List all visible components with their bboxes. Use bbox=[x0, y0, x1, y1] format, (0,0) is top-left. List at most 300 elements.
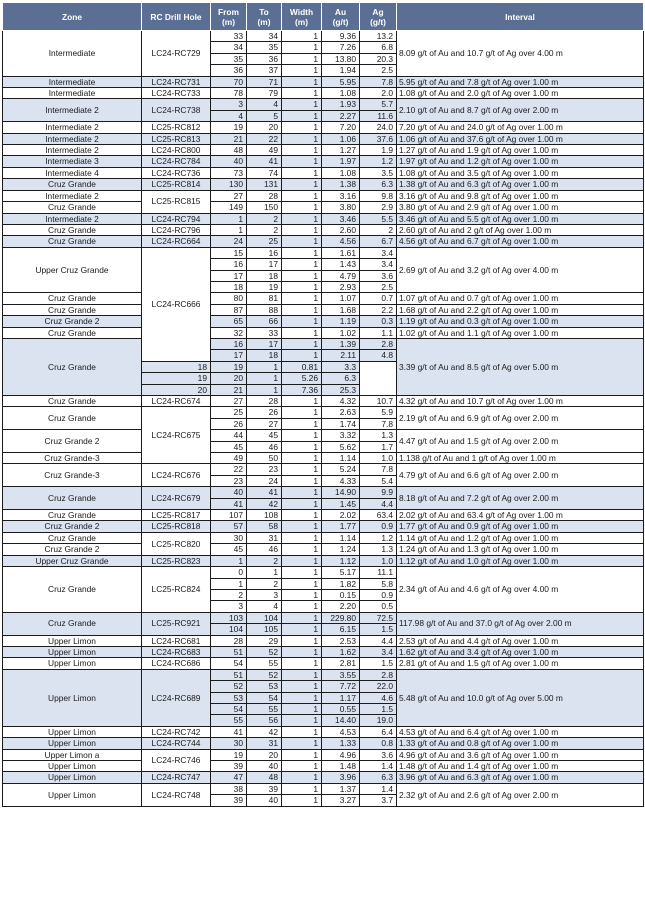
from-cell: 33 bbox=[211, 31, 247, 42]
zone-cell: Upper Limon bbox=[3, 738, 142, 749]
width-cell: 1 bbox=[247, 361, 282, 372]
width-cell: 1 bbox=[282, 65, 322, 76]
from-cell: 30 bbox=[211, 738, 247, 749]
zone-cell: Intermediate bbox=[3, 31, 142, 77]
width-cell: 1 bbox=[282, 247, 322, 258]
interval-cell: 2.81 g/t of Au and 1.5 g/t of Ag over 1.00 m bbox=[397, 658, 644, 669]
au-cell: 0.55 bbox=[322, 703, 360, 714]
zone-cell: Cruz Grande bbox=[3, 396, 142, 407]
ag-cell: 0.7 bbox=[360, 293, 397, 304]
to-cell: 2 bbox=[247, 555, 282, 566]
au-cell: 0.81 bbox=[282, 361, 322, 372]
ag-cell: 2.5 bbox=[360, 65, 397, 76]
interval-cell: 4.79 g/t of Au and 6.6 g/t of Ag over 2.00 m bbox=[397, 464, 644, 487]
from-cell: 34 bbox=[211, 42, 247, 53]
to-cell: 39 bbox=[247, 783, 282, 794]
to-cell: 40 bbox=[247, 761, 282, 772]
au-cell: 7.20 bbox=[322, 122, 360, 133]
to-cell: 54 bbox=[247, 692, 282, 703]
table-row bbox=[3, 327, 644, 338]
width-header-label: Width (m) bbox=[289, 6, 314, 27]
zone-cell: Intermediate 2 bbox=[3, 122, 142, 133]
ag-cell: 1.7 bbox=[360, 441, 397, 452]
from-cell: 47 bbox=[211, 772, 247, 783]
drill-hole-cell: LC25-RC921 bbox=[142, 612, 211, 635]
au-cell: 4.32 bbox=[322, 396, 360, 407]
hole-header: RC Drill Hole bbox=[142, 3, 211, 31]
to-cell: 26 bbox=[247, 407, 282, 418]
from-cell: 26 bbox=[211, 418, 247, 429]
zone-cell: Cruz Grande bbox=[3, 338, 142, 395]
ag-cell: 1.1 bbox=[360, 327, 397, 338]
from-cell: 25 bbox=[211, 407, 247, 418]
from-cell: 32 bbox=[211, 327, 247, 338]
au-cell: 1.19 bbox=[322, 316, 360, 327]
au-cell: 3.46 bbox=[322, 213, 360, 224]
to-cell: 55 bbox=[247, 703, 282, 714]
to-cell: 29 bbox=[247, 635, 282, 646]
width-cell: 1 bbox=[282, 202, 322, 213]
to-cell: 105 bbox=[247, 624, 282, 635]
drill-hole-cell: LC24-RC794 bbox=[142, 213, 211, 224]
au-cell: 9.36 bbox=[322, 31, 360, 42]
drill-hole-cell: LC24-RC683 bbox=[142, 646, 211, 657]
ag-cell: 2.2 bbox=[360, 304, 397, 315]
drill-hole-cell: LC24-RC686 bbox=[142, 658, 211, 669]
ag-cell: 63.4 bbox=[360, 510, 397, 521]
au-cell: 1.93 bbox=[322, 99, 360, 110]
table-row bbox=[3, 772, 644, 783]
interval-cell: 1.62 g/t of Au and 3.4 g/t of Ag over 1.00 m bbox=[397, 646, 644, 657]
width-cell: 1 bbox=[282, 635, 322, 646]
au-cell: 4.53 bbox=[322, 726, 360, 737]
ag-cell: 0.8 bbox=[360, 738, 397, 749]
au-cell: 5.95 bbox=[322, 76, 360, 87]
interval-cell: 1.77 g/t of Au and 0.9 g/t of Ag over 1.00 m bbox=[397, 521, 644, 532]
width-cell: 1 bbox=[282, 692, 322, 703]
to-cell: 41 bbox=[247, 156, 282, 167]
drill-hole-cell: LC24-RC733 bbox=[142, 88, 211, 99]
table-row bbox=[3, 304, 644, 315]
drill-hole-cell: LC24-RC747 bbox=[142, 772, 211, 783]
width-cell: 1 bbox=[282, 316, 322, 327]
au-cell: 4.33 bbox=[322, 475, 360, 486]
au-cell: 4.56 bbox=[322, 236, 360, 247]
width-cell: 1 bbox=[282, 487, 322, 498]
au-cell: 7.72 bbox=[322, 681, 360, 692]
table-row bbox=[3, 464, 644, 475]
interval-cell: 1.27 g/t of Au and 1.9 g/t of Ag over 1.00 m bbox=[397, 145, 644, 156]
ag-cell: 11.6 bbox=[360, 110, 397, 121]
table-row bbox=[3, 247, 644, 258]
to-cell: 1 bbox=[247, 567, 282, 578]
width-cell: 1 bbox=[282, 145, 322, 156]
interval-cell: 4.56 g/t of Au and 6.7 g/t of Ag over 1.00 m bbox=[397, 236, 644, 247]
to-cell: 3 bbox=[247, 589, 282, 600]
zone-cell: Cruz Grande bbox=[3, 567, 142, 613]
from-cell: 57 bbox=[211, 521, 247, 532]
au-cell: 1.37 bbox=[322, 783, 360, 794]
au-cell: 1.61 bbox=[322, 247, 360, 258]
from-cell: 107 bbox=[211, 510, 247, 521]
ag-cell: 1.5 bbox=[360, 658, 397, 669]
from-cell: 1 bbox=[211, 555, 247, 566]
zone-cell: Intermediate bbox=[3, 76, 142, 87]
drill-hole-cell: LC24-RC796 bbox=[142, 224, 211, 235]
ag-cell: 2.8 bbox=[360, 338, 397, 349]
from-header bbox=[211, 3, 247, 31]
from-cell: 103 bbox=[211, 612, 247, 623]
ag-cell: 5.9 bbox=[360, 407, 397, 418]
zone-cell: Intermediate bbox=[3, 88, 142, 99]
au-cell: 14.40 bbox=[322, 715, 360, 726]
drill-hole-cell: LC24-RC674 bbox=[142, 396, 211, 407]
drill-hole-cell: LC24-RC681 bbox=[142, 635, 211, 646]
from-cell: 65 bbox=[211, 316, 247, 327]
interval-cell: 5.48 g/t of Au and 10.0 g/t of Ag over 5.00 m bbox=[397, 669, 644, 726]
au-cell: 229.80 bbox=[322, 612, 360, 623]
from-cell: 87 bbox=[211, 304, 247, 315]
interval-cell: 2.53 g/t of Au and 4.4 g/t of Ag over 1.00 m bbox=[397, 635, 644, 646]
to-cell: 19 bbox=[211, 361, 247, 372]
width-cell: 1 bbox=[282, 464, 322, 475]
table-row bbox=[3, 532, 644, 543]
width-cell: 1 bbox=[282, 715, 322, 726]
zone-cell: Intermediate 3 bbox=[3, 156, 142, 167]
au-cell: 2.53 bbox=[322, 635, 360, 646]
ag-cell: 3.6 bbox=[360, 270, 397, 281]
zone-cell: Upper Limon bbox=[3, 772, 142, 783]
zone-cell: Cruz Grande bbox=[3, 179, 142, 190]
table-row bbox=[3, 338, 644, 349]
table-row bbox=[3, 646, 644, 657]
to-cell: 74 bbox=[247, 167, 282, 178]
au-cell: 3.16 bbox=[322, 190, 360, 201]
au-cell: 3.96 bbox=[322, 772, 360, 783]
au-cell: 14.90 bbox=[322, 487, 360, 498]
ag-cell: 3.7 bbox=[360, 795, 397, 806]
zone-cell: Intermediate 4 bbox=[3, 167, 142, 178]
assay-results-table-container bbox=[2, 2, 643, 807]
width-cell: 1 bbox=[282, 624, 322, 635]
ag-cell: 37.6 bbox=[360, 133, 397, 144]
zone-header: Zone bbox=[3, 3, 142, 31]
au-cell: 1.27 bbox=[322, 145, 360, 156]
table-row bbox=[3, 156, 644, 167]
interval-cell: 3.39 g/t of Au and 8.5 g/t of Ag over 5.00 m bbox=[397, 338, 644, 395]
from-cell: 17 bbox=[211, 270, 247, 281]
zone-cell: Cruz Grande bbox=[3, 236, 142, 247]
from-cell: 130 bbox=[211, 179, 247, 190]
interval-cell: 1.19 g/t of Au and 0.3 g/t of Ag over 1.00 m bbox=[397, 316, 644, 327]
zone-cell: Cruz Grande bbox=[3, 224, 142, 235]
from-cell: 17 bbox=[211, 350, 247, 361]
from-cell: 27 bbox=[211, 190, 247, 201]
ag-cell: 72.5 bbox=[360, 612, 397, 623]
to-cell: 25 bbox=[247, 236, 282, 247]
from-cell: 78 bbox=[211, 88, 247, 99]
to-cell: 2 bbox=[247, 224, 282, 235]
to-cell: 40 bbox=[247, 795, 282, 806]
ag-cell: 10.7 bbox=[360, 396, 397, 407]
ag-cell: 3.6 bbox=[360, 749, 397, 760]
interval-cell: 3.16 g/t of Au and 9.8 g/t of Ag over 1.00 m bbox=[397, 190, 644, 201]
ag-cell: 7.8 bbox=[360, 76, 397, 87]
width-cell: 1 bbox=[282, 327, 322, 338]
ag-cell: 7.8 bbox=[360, 418, 397, 429]
drill-hole-cell: LC25-RC823 bbox=[142, 555, 211, 566]
from-cell: 27 bbox=[211, 396, 247, 407]
width-cell: 1 bbox=[282, 281, 322, 292]
from-cell: 51 bbox=[211, 669, 247, 680]
ag-cell: 1.3 bbox=[360, 544, 397, 555]
table-row bbox=[3, 190, 644, 201]
zone-cell: Cruz Grande-3 bbox=[3, 453, 142, 464]
width-cell: 1 bbox=[282, 179, 322, 190]
to-cell: 4 bbox=[247, 601, 282, 612]
to-cell: 131 bbox=[247, 179, 282, 190]
from-header-label: From (m) bbox=[218, 6, 239, 27]
from-cell: 44 bbox=[211, 430, 247, 441]
ag-cell: 6.8 bbox=[360, 42, 397, 53]
width-cell: 1 bbox=[282, 99, 322, 110]
au-cell: 1.77 bbox=[322, 521, 360, 532]
zone-cell: Intermediate 2 bbox=[3, 145, 142, 156]
interval-cell: 4.96 g/t of Au and 3.6 g/t of Ag over 1.00 m bbox=[397, 749, 644, 760]
interval-cell: 1.38 g/t of Au and 6.3 g/t of Ag over 1.00 m bbox=[397, 179, 644, 190]
to-cell: 18 bbox=[247, 350, 282, 361]
drill-hole-cell: LC25-RC824 bbox=[142, 567, 211, 613]
interval-cell: 8.09 g/t of Au and 10.7 g/t of Ag over 4.00 m bbox=[397, 31, 644, 77]
au-header-label: Au (g/t) bbox=[332, 6, 349, 27]
from-cell: 40 bbox=[211, 487, 247, 498]
table-row bbox=[3, 396, 644, 407]
au-cell: 1.17 bbox=[322, 692, 360, 703]
interval-header: Interval bbox=[397, 3, 644, 31]
to-cell: 66 bbox=[247, 316, 282, 327]
ag-cell: 20.3 bbox=[360, 53, 397, 64]
width-cell: 1 bbox=[282, 795, 322, 806]
ag-cell: 6.3 bbox=[360, 179, 397, 190]
from-cell: 15 bbox=[211, 247, 247, 258]
width-cell: 1 bbox=[282, 396, 322, 407]
table-row bbox=[3, 31, 644, 42]
from-cell: 36 bbox=[211, 65, 247, 76]
au-cell: 1.02 bbox=[322, 327, 360, 338]
to-cell: 79 bbox=[247, 88, 282, 99]
au-cell: 3.32 bbox=[322, 430, 360, 441]
width-cell: 1 bbox=[282, 589, 322, 600]
interval-cell: 4.47 g/t of Au and 1.5 g/t of Ag over 2.00 m bbox=[397, 430, 644, 453]
to-cell: 42 bbox=[247, 498, 282, 509]
au-cell: 2.27 bbox=[322, 110, 360, 121]
zone-cell: Intermediate 2 bbox=[3, 213, 142, 224]
ag-cell: 6.7 bbox=[360, 236, 397, 247]
table-row bbox=[3, 76, 644, 87]
drill-hole-cell: LC24-RC736 bbox=[142, 167, 211, 178]
from-cell: 2 bbox=[211, 589, 247, 600]
au-cell: 1.14 bbox=[322, 453, 360, 464]
ag-cell: 9.8 bbox=[360, 190, 397, 201]
width-cell: 1 bbox=[282, 259, 322, 270]
au-cell: 1.45 bbox=[322, 498, 360, 509]
to-cell: 52 bbox=[247, 669, 282, 680]
from-cell: 39 bbox=[211, 795, 247, 806]
to-cell: 46 bbox=[247, 441, 282, 452]
table-row bbox=[3, 236, 644, 247]
interval-cell: 2.60 g/t of Au and 2 g/t of Ag over 1.00 m bbox=[397, 224, 644, 235]
from-cell: 0 bbox=[211, 567, 247, 578]
table-row bbox=[3, 521, 644, 532]
to-cell: 31 bbox=[247, 738, 282, 749]
width-cell: 1 bbox=[282, 783, 322, 794]
zone-cell: Intermediate 2 bbox=[3, 99, 142, 122]
to-cell: 28 bbox=[247, 396, 282, 407]
interval-cell: 1.06 g/t of Au and 37.6 g/t of Ag over 1.00 m bbox=[397, 133, 644, 144]
ag-cell: 1.5 bbox=[360, 624, 397, 635]
from-cell: 20 bbox=[142, 384, 211, 395]
ag-cell: 3.4 bbox=[360, 646, 397, 657]
width-cell: 1 bbox=[282, 703, 322, 714]
width-cell: 1 bbox=[282, 761, 322, 772]
drill-hole-cell: LC24-RC679 bbox=[142, 487, 211, 510]
to-cell: 36 bbox=[247, 53, 282, 64]
au-cell: 1.08 bbox=[322, 167, 360, 178]
interval-cell: 3.46 g/t of Au and 5.5 g/t of Ag over 1.00 m bbox=[397, 213, 644, 224]
interval-cell: 1.02 g/t of Au and 1.1 g/t of Ag over 1.00 m bbox=[397, 327, 644, 338]
interval-cell: 1.97 g/t of Au and 1.2 g/t of Ag over 1.00 m bbox=[397, 156, 644, 167]
table-row bbox=[3, 430, 644, 441]
width-cell: 1 bbox=[247, 384, 282, 395]
from-cell: 24 bbox=[211, 236, 247, 247]
au-cell: 1.07 bbox=[322, 293, 360, 304]
interval-cell: 7.20 g/t of Au and 24.0 g/t of Ag over 1.00 m bbox=[397, 122, 644, 133]
to-cell: 52 bbox=[247, 646, 282, 657]
from-cell: 51 bbox=[211, 646, 247, 657]
to-header-label: To (m) bbox=[257, 6, 271, 27]
zone-cell: Cruz Grande bbox=[3, 487, 142, 510]
au-cell: 2.20 bbox=[322, 601, 360, 612]
ag-header bbox=[360, 3, 397, 31]
to-cell: 20 bbox=[211, 373, 247, 384]
table-row bbox=[3, 761, 644, 772]
drill-hole-cell: LC24-RC744 bbox=[142, 738, 211, 749]
width-cell: 1 bbox=[282, 738, 322, 749]
width-cell: 1 bbox=[282, 658, 322, 669]
to-cell: 24 bbox=[247, 475, 282, 486]
to-cell: 53 bbox=[247, 681, 282, 692]
to-cell: 42 bbox=[247, 726, 282, 737]
au-cell: 1.08 bbox=[322, 88, 360, 99]
au-cell: 13.80 bbox=[322, 53, 360, 64]
interval-cell: 1.12 g/t of Au and 1.0 g/t of Ag over 1.00 m bbox=[397, 555, 644, 566]
interval-cell: 4.32 g/t of Au and 10.7 g/t of Ag over 1.00 m bbox=[397, 396, 644, 407]
drill-hole-cell: LC24-RC689 bbox=[142, 669, 211, 726]
from-cell: 73 bbox=[211, 167, 247, 178]
zone-cell: Intermediate 2 bbox=[3, 190, 142, 201]
from-cell: 55 bbox=[211, 715, 247, 726]
interval-cell: 1.08 g/t of Au and 3.5 g/t of Ag over 1.00 m bbox=[397, 167, 644, 178]
zone-cell: Cruz Grande bbox=[3, 327, 142, 338]
table-row bbox=[3, 167, 644, 178]
interval-cell: 1.48 g/t of Au and 1.4 g/t of Ag over 1.00 m bbox=[397, 761, 644, 772]
width-cell: 1 bbox=[282, 441, 322, 452]
interval-cell: 3.80 g/t of Au and 2.9 g/t of Ag over 1.00 m bbox=[397, 202, 644, 213]
from-cell: 1 bbox=[211, 224, 247, 235]
to-cell: 46 bbox=[247, 544, 282, 555]
zone-cell: Upper Limon bbox=[3, 783, 142, 806]
au-cell: 1.33 bbox=[322, 738, 360, 749]
ag-cell: 5.5 bbox=[360, 213, 397, 224]
ag-cell: 6.3 bbox=[360, 772, 397, 783]
interval-cell: 117.98 g/t of Au and 37.0 g/t of Ag over 2.00 m bbox=[397, 612, 644, 635]
ag-cell: 1.4 bbox=[360, 761, 397, 772]
to-cell: 49 bbox=[247, 145, 282, 156]
drill-hole-cell: LC24-RC675 bbox=[142, 407, 211, 464]
zone-cell: Cruz Grande 2 bbox=[3, 521, 142, 532]
table-row bbox=[3, 738, 644, 749]
au-cell: 1.62 bbox=[322, 646, 360, 657]
au-cell: 1.12 bbox=[322, 555, 360, 566]
width-cell: 1 bbox=[282, 612, 322, 623]
table-row bbox=[3, 612, 644, 623]
width-cell: 1 bbox=[282, 293, 322, 304]
to-cell: 27 bbox=[247, 418, 282, 429]
drill-hole-cell: LC24-RC676 bbox=[142, 464, 211, 487]
width-cell: 1 bbox=[282, 338, 322, 349]
table-row bbox=[3, 749, 644, 760]
ag-cell: 5.8 bbox=[360, 578, 397, 589]
to-cell: 48 bbox=[247, 772, 282, 783]
to-cell: 17 bbox=[247, 259, 282, 270]
zone-cell: Upper Limon a bbox=[3, 749, 142, 760]
from-cell: 1 bbox=[211, 578, 247, 589]
zone-cell: Cruz Grande bbox=[3, 304, 142, 315]
ag-cell: 4.4 bbox=[360, 635, 397, 646]
au-cell: 1.43 bbox=[322, 259, 360, 270]
drill-hole-cell: LC24-RC729 bbox=[142, 31, 211, 77]
table-row bbox=[3, 635, 644, 646]
drill-hole-cell: LC24-RC784 bbox=[142, 156, 211, 167]
au-cell: 1.82 bbox=[322, 578, 360, 589]
from-cell: 22 bbox=[211, 464, 247, 475]
width-cell: 1 bbox=[282, 681, 322, 692]
width-cell: 1 bbox=[282, 601, 322, 612]
width-cell: 1 bbox=[282, 646, 322, 657]
ag-cell: 4.4 bbox=[360, 498, 397, 509]
interval-cell: 1.33 g/t of Au and 0.8 g/t of Ag over 1.00 m bbox=[397, 738, 644, 749]
drill-hole-cell: LC25-RC813 bbox=[142, 133, 211, 144]
ag-cell: 6.3 bbox=[322, 373, 360, 384]
from-cell: 41 bbox=[211, 498, 247, 509]
width-cell: 1 bbox=[282, 42, 322, 53]
width-cell: 1 bbox=[282, 31, 322, 42]
to-cell: 104 bbox=[247, 612, 282, 623]
to-cell: 23 bbox=[247, 464, 282, 475]
width-cell: 1 bbox=[282, 669, 322, 680]
interval-cell: 3.96 g/t of Au and 6.3 g/t of Ag over 1.00 m bbox=[397, 772, 644, 783]
width-cell: 1 bbox=[282, 726, 322, 737]
table-row bbox=[3, 555, 644, 566]
zone-cell: Upper Limon bbox=[3, 658, 142, 669]
interval-cell: 1.07 g/t of Au and 0.7 g/t of Ag over 1.00 m bbox=[397, 293, 644, 304]
from-cell: 19 bbox=[142, 373, 211, 384]
zone-cell: Cruz Grande 2 bbox=[3, 430, 142, 453]
width-cell: 1 bbox=[282, 407, 322, 418]
from-cell: 48 bbox=[211, 145, 247, 156]
zone-cell: Upper Limon bbox=[3, 646, 142, 657]
to-cell: 17 bbox=[247, 338, 282, 349]
